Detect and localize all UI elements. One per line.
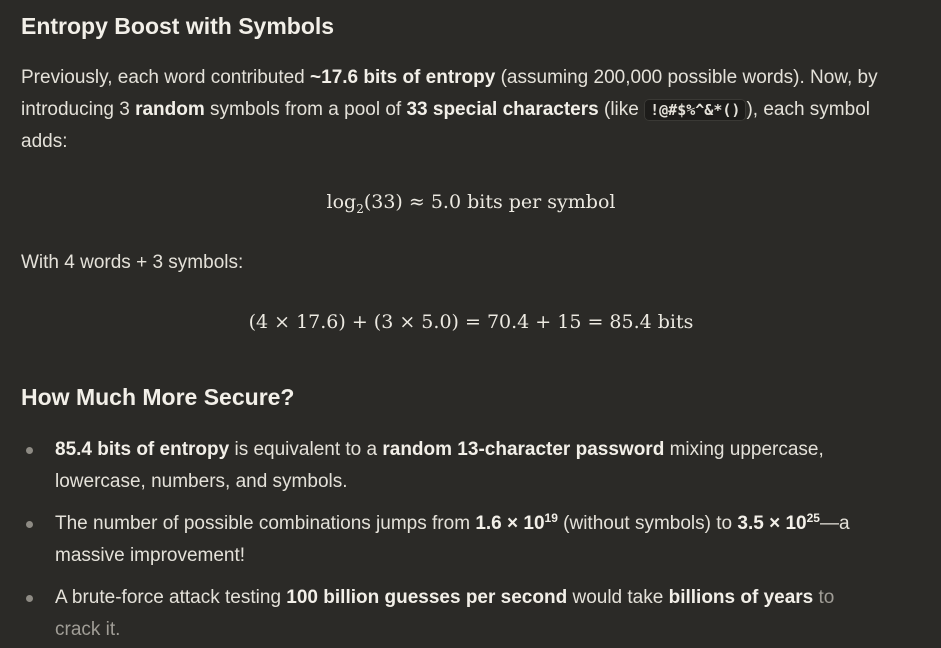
bullet-bold: 100 billion guesses per second [286,587,568,608]
bullet-bold [475,513,558,534]
section-heading-entropy: Entropy Boost with Symbols [21,13,335,39]
bullet-dot-icon [26,595,33,602]
intro-text: Previously, each word contributed [21,67,311,88]
bullet-dot-icon [26,447,33,454]
secure-bullet-list [21,434,921,646]
bullet-bold: 85.4 bits of entropy [55,439,230,460]
bullet-text: to crack it. [55,587,835,640]
intro-bold-bits: ~17.6 bits of entropy [310,67,496,88]
bullet-exponent: 19 [544,511,558,525]
section-heading-secure: How Much More Secure? [21,384,295,410]
intro-paragraph [21,62,901,158]
bullet-bold-base: 3.5 × 10 [737,513,807,534]
bullet-bold: billions of years [668,587,814,608]
formula-log-fn: log [326,191,357,213]
formula-log [21,186,921,218]
bullet-text: would take [567,587,669,608]
formula-total-entropy: (4 × 17.6) + (3 × 5.0) = 70.4 + 15 = 85.4 bits [248,311,694,333]
bullet-text: —a massive improvement! [55,513,850,566]
intro-text: ), each symbol adds: [21,99,870,152]
bullet-text: The number of possible combinations jumps from [55,513,476,534]
intro-text: symbols from a pool of [204,99,407,120]
inline-code-symbols: !@#$%^&*() [644,99,746,121]
list-item [21,434,875,498]
bullet-dot-icon [26,521,33,528]
with-words-symbols-text: With 4 words + 3 symbols: [21,252,244,273]
intro-bold-random: random [135,99,205,120]
bullet-text: (without symbols) to [557,513,738,534]
list-item [21,582,875,646]
bullet-text: is equivalent to a [229,439,383,460]
bullet-bold [737,513,820,534]
bullet-bold: random 13-character password [382,439,665,460]
bullet-text: A brute-force attack testing [55,587,287,608]
bullet-bold-base: 1.6 × 10 [475,513,545,534]
intro-text: (assuming 200,000 possible words). Now, by introducing 3 [21,67,878,120]
intro-bold-special-chars: 33 special characters [406,99,599,120]
bullet-text: mixing uppercase, lowercase, numbers, and symbols. [55,439,824,492]
list-item [21,508,875,572]
formula-log-rest: (33) ≈ 5.0 bits per symbol [363,191,616,213]
bullet-exponent: 25 [806,511,820,525]
formula-log-base: 2 [356,202,364,216]
intro-text: (like [598,99,645,120]
